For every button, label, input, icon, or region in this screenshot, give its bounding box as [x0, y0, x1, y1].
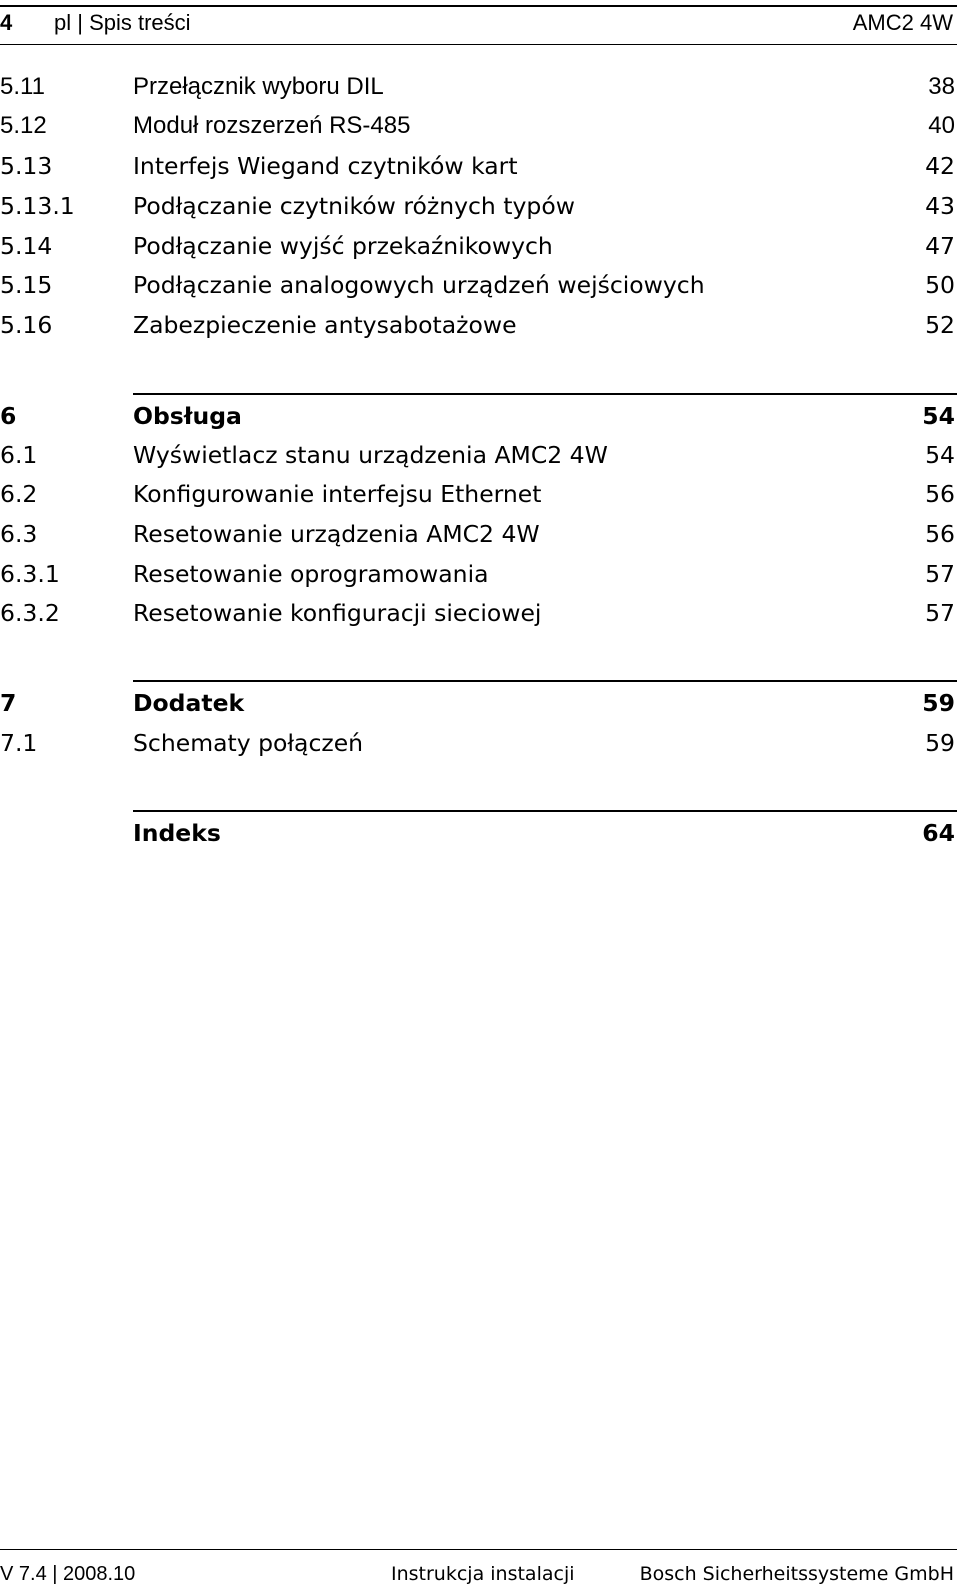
toc-chapter-title: Dodatek [133, 689, 245, 717]
toc-chapter-number: 6 [0, 402, 17, 430]
toc-entry-page: 38 [928, 73, 955, 100]
page-number: 4 [0, 10, 13, 35]
toc-chapter[interactable] [0, 396, 957, 436]
toc-entry-number: 5.13 [0, 152, 53, 180]
toc-entry-title: Resetowanie konfiguracji sieciowej [133, 599, 542, 627]
page-footer [0, 1549, 957, 1591]
toc-entry[interactable] [0, 554, 957, 594]
toc-entry-title: Podłączanie wyjść przekaźnikowych [133, 232, 553, 260]
toc-chapter-number: 7 [0, 689, 17, 717]
page-header [0, 0, 957, 45]
toc-entry-title: Podłączanie czytników różnych typów [133, 192, 575, 220]
toc-index-title: Indeks [133, 819, 221, 847]
toc-entry[interactable] [0, 435, 957, 475]
chapter-rule [133, 810, 957, 812]
toc-entry-title: Konfigurowanie interfejsu Ethernet [133, 480, 542, 508]
header-product: AMC2 4W [852, 10, 953, 35]
toc-entry-number: 5.15 [0, 271, 53, 299]
toc-entry-page: 50 [925, 271, 955, 299]
toc-entry-number: 7.1 [0, 729, 38, 757]
toc-entry[interactable] [0, 305, 957, 345]
toc-entry-page: 57 [925, 599, 955, 627]
toc-entry-number: 5.16 [0, 311, 53, 339]
toc-entry[interactable] [0, 226, 957, 266]
toc-entry-page: 52 [925, 311, 955, 339]
toc-entry-number: 5.11 [0, 73, 45, 100]
toc-entry-number: 6.1 [0, 441, 38, 469]
toc-entry-page: 40 [928, 112, 955, 139]
toc-entry-number: 6.3 [0, 520, 38, 548]
toc-entry-number: 5.12 [0, 112, 47, 139]
toc-entry-title: Schematy połączeń [133, 729, 364, 757]
footer-doc-type: Instrukcja instalacji [391, 1563, 575, 1585]
toc-entry-title: Moduł rozszerzeń RS-485 [133, 112, 411, 139]
toc-entry-title: Resetowanie urządzenia AMC2 4W [133, 520, 540, 548]
toc-entry-number: 6.2 [0, 480, 38, 508]
toc-entry-page: 47 [925, 232, 955, 260]
toc-entry-title: Podłączanie analogowych urządzeń wejściowych [133, 271, 705, 299]
toc-entry[interactable] [0, 146, 957, 186]
toc-chapter-page: 54 [922, 402, 955, 430]
footer-version: V 7.4 | 2008.10 [0, 1563, 136, 1585]
toc-entry[interactable] [0, 67, 957, 107]
toc-index[interactable] [0, 813, 957, 853]
toc-entry[interactable] [0, 514, 957, 554]
toc-entry-number: 6.3.2 [0, 599, 60, 627]
toc-entry-page: 43 [925, 192, 955, 220]
header-section: pl | Spis treści [54, 10, 191, 35]
toc-entry[interactable] [0, 474, 957, 514]
toc-entry-number: 5.13.1 [0, 192, 75, 220]
toc-entry[interactable] [0, 186, 957, 226]
toc-entry-page: 42 [925, 152, 955, 180]
toc-entry-title: Interfejs Wiegand czytników kart [133, 152, 518, 180]
toc-chapter-title: Obsługa [133, 402, 242, 430]
toc-entry-page: 56 [925, 520, 955, 548]
toc-entry-number: 5.14 [0, 232, 53, 260]
toc-entry[interactable] [0, 106, 957, 146]
footer-rule [0, 1549, 957, 1550]
header-top-rule [0, 5, 957, 7]
header-bottom-rule [0, 44, 957, 45]
toc-chapter[interactable] [0, 683, 957, 723]
chapter-rule [133, 680, 957, 682]
toc-entry[interactable] [0, 723, 957, 763]
toc-entry-title: Przełącznik wyboru DIL [133, 73, 384, 100]
toc-entry[interactable] [0, 593, 957, 633]
toc-index-page: 64 [922, 819, 955, 847]
toc-entry[interactable] [0, 265, 957, 305]
toc-entry-page: 57 [925, 560, 955, 588]
footer-company: Bosch Sicherheitssysteme GmbH [639, 1563, 954, 1585]
toc-entry-page: 56 [925, 480, 955, 508]
toc-entry-title: Zabezpieczenie antysabotażowe [133, 311, 517, 339]
toc-entry-page: 59 [925, 729, 955, 757]
toc-entry-number: 6.3.1 [0, 560, 60, 588]
toc-entry-title: Wyświetlacz stanu urządzenia AMC2 4W [133, 441, 608, 469]
toc-entry-title: Resetowanie oprogramowania [133, 560, 489, 588]
toc-chapter-page: 59 [922, 689, 955, 717]
chapter-rule [133, 393, 957, 395]
toc-entry-page: 54 [925, 441, 955, 469]
